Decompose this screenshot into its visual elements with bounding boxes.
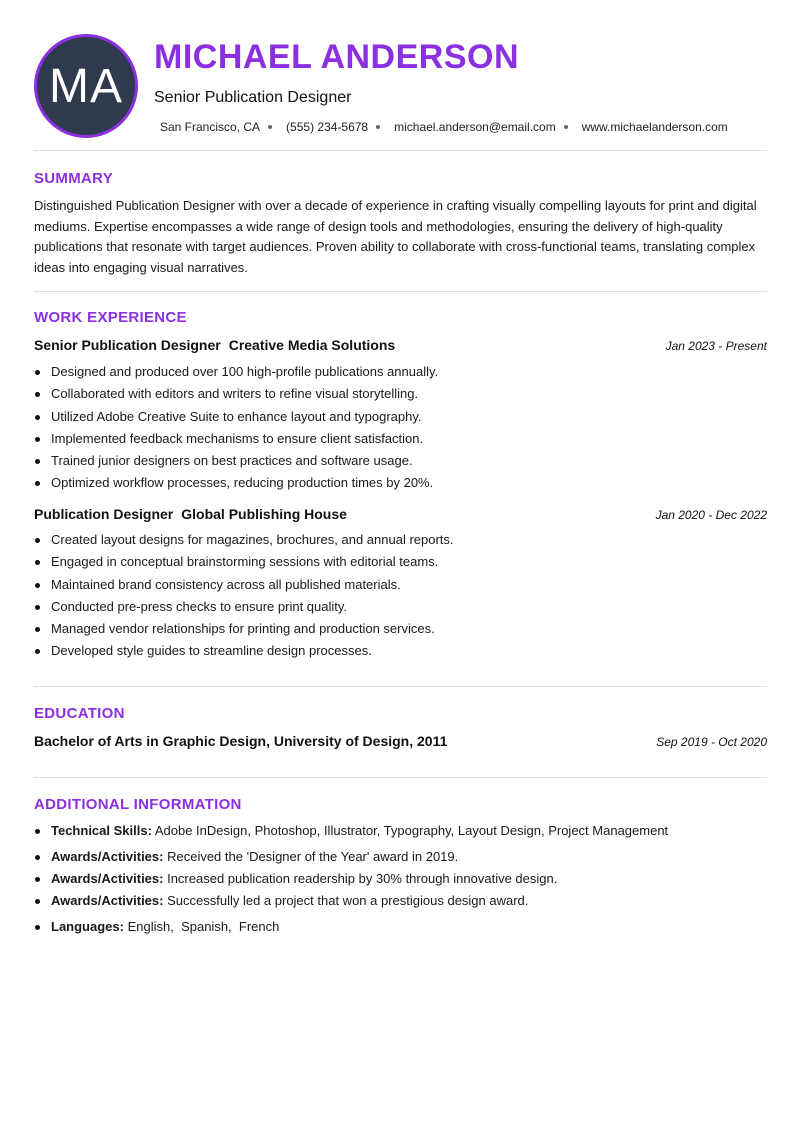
candidate-name: MICHAEL ANDERSON (154, 38, 520, 76)
item-label: Awards/Activities: (51, 893, 164, 908)
avatar: MA (34, 34, 138, 138)
job-dates: Jan 2023 - Present (665, 339, 767, 353)
separator-dot-icon (268, 125, 272, 129)
additional-info-list (51, 821, 668, 939)
item-value: Adobe InDesign, Photoshop, Illustrator, Typography, Layout Design, Project Management (154, 823, 669, 838)
education-dates: Sep 2019 - Oct 2020 (656, 735, 767, 749)
job-header (34, 337, 767, 357)
list-item (51, 917, 668, 939)
contact-phone: (555) 234-5678 (286, 120, 369, 134)
list-item: Managed vendor relationships for printing and production services. (51, 618, 454, 640)
list-item: Implemented feedback mechanisms to ensure client satisfaction. (51, 428, 438, 450)
list-item: Developed style guides to streamline design processes. (51, 640, 454, 662)
job-title (34, 506, 347, 522)
additional-info-heading: ADDITIONAL INFORMATION (34, 796, 242, 813)
contact-email[interactable]: michael.anderson@email.com (394, 120, 556, 134)
job-dates: Jan 2020 - Dec 2022 (655, 508, 767, 522)
list-item: Designed and produced over 100 high-profile publications annually. (51, 361, 438, 383)
job-header (34, 506, 767, 526)
education-heading: EDUCATION (34, 705, 125, 722)
job-title (34, 337, 395, 353)
contact-website[interactable]: www.michaelanderson.com (581, 120, 728, 134)
job-bullet-list (51, 361, 438, 495)
education-degree: Bachelor of Arts in Graphic Design, University of Design, 2011 (34, 733, 448, 749)
job-role: Senior Publication Designer (34, 337, 221, 353)
list-item: Maintained brand consistency across all published materials. (51, 574, 454, 596)
list-item: Collaborated with editors and writers to refine visual storytelling. (51, 383, 438, 405)
list-item: Utilized Adobe Creative Suite to enhance layout and typography. (51, 406, 438, 428)
divider (34, 777, 767, 778)
item-label: Awards/Activities: (51, 871, 164, 886)
divider (34, 150, 767, 151)
summary-text: Distinguished Publication Designer with over a decade of experience in crafting visually compelling layouts for print and digital mediums. Expertise encompasses a wide range of design tools and methodologies, ensuring the delivery of high-quality publications that resonate with target audiences. Proven ability to collaborate with cross-functional teams, translating complex ideas into engaging visual narratives. (34, 198, 757, 275)
education-entry (34, 733, 767, 753)
item-value: Received the 'Designer of the Year' award in 2019. (167, 849, 459, 864)
item-label: Technical Skills: (51, 823, 152, 838)
resume-header (34, 34, 767, 138)
list-item: Optimized workflow processes, reducing production times by 20%. (51, 472, 438, 494)
candidate-title: Senior Publication Designer (154, 89, 352, 106)
item-value: Successfully led a project that won a prestigious design award. (167, 893, 529, 908)
summary-heading: SUMMARY (34, 170, 114, 187)
work-experience-heading: WORK EXPERIENCE (34, 309, 187, 326)
job-bullet-list (51, 529, 454, 663)
item-label: Languages: (51, 919, 124, 934)
job-company: Creative Media Solutions (228, 337, 396, 353)
list-item: Created layout designs for magazines, brochures, and annual reports. (51, 529, 454, 551)
list-item (51, 847, 668, 869)
contact-line (160, 120, 728, 134)
item-value: Increased publication readership by 30% through innovative design. (167, 871, 558, 886)
item-value: English, Spanish, French (127, 919, 280, 934)
list-item: Engaged in conceptual brainstorming sessions with editorial teams. (51, 551, 454, 573)
job-role: Publication Designer (34, 506, 174, 522)
item-label: Awards/Activities: (51, 849, 164, 864)
list-item (51, 821, 668, 847)
job-company: Global Publishing House (181, 506, 347, 522)
divider (34, 686, 767, 687)
divider (34, 291, 767, 292)
separator-dot-icon (376, 125, 380, 129)
contact-location: San Francisco, CA (160, 120, 261, 134)
list-item (51, 891, 668, 917)
list-item: Conducted pre-press checks to ensure print quality. (51, 596, 454, 618)
separator-dot-icon (564, 125, 568, 129)
list-item: Trained junior designers on best practices and software usage. (51, 450, 438, 472)
list-item (51, 869, 668, 891)
